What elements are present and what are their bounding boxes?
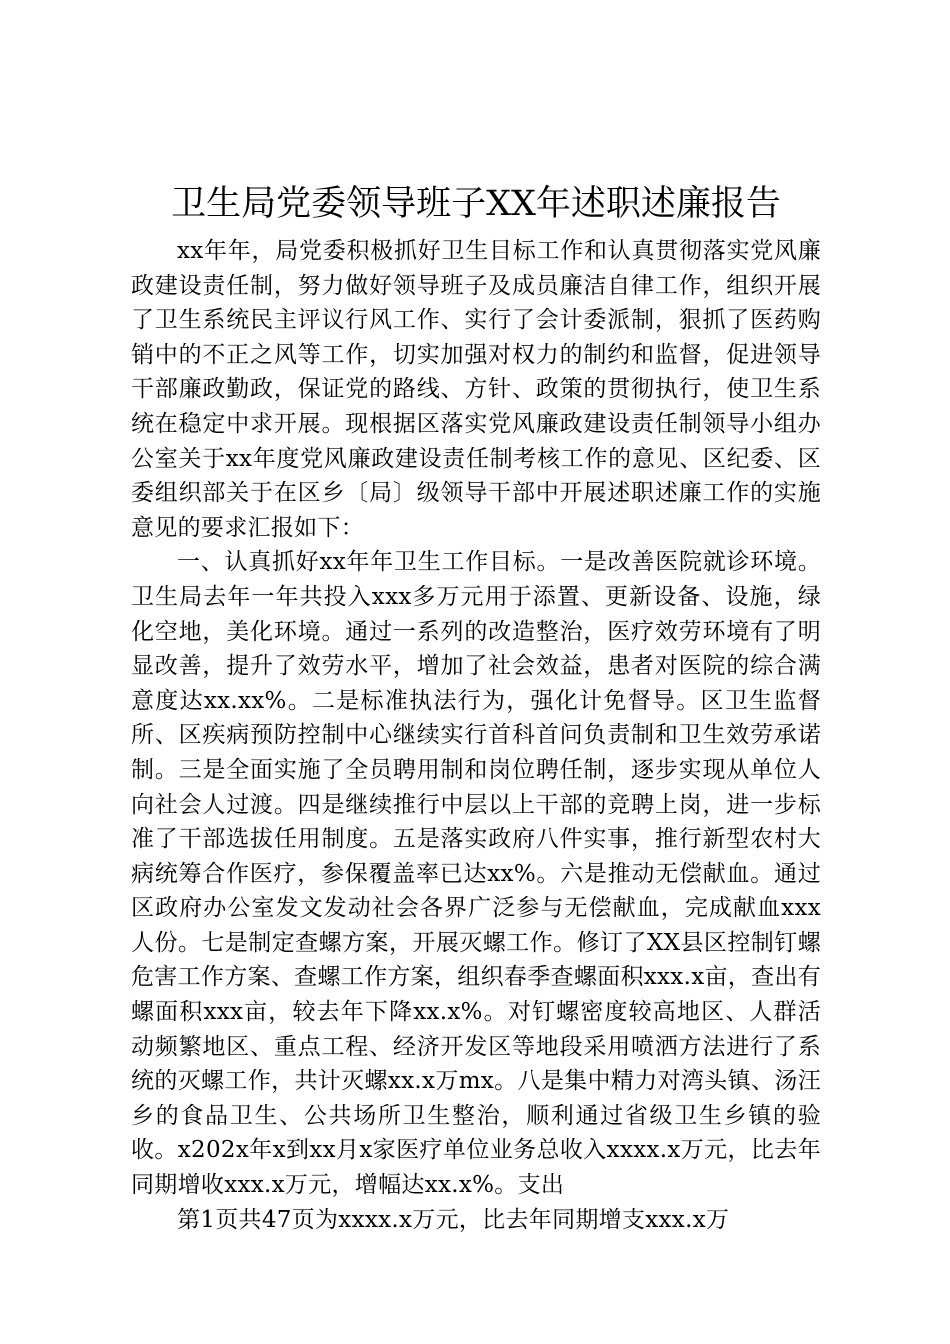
- section-one-paragraph: 一、认真抓好xx年年卫生工作目标。一是改善医院就诊环境。卫生局去年一年共投入xxx多万元用于添置、更新设备、设施，绿化空地，美化环境。通过一系列的改造整治，医疗效劳环境有了明显改善，提升了效劳水平，增加了社会效益，患者对医院的综合满意度达xx.xx%。二是标准执法行为，强化计免督导。区卫生监督所、区疾病预防控制中心继续实行首科首问负责制和卫生效劳承诺制。三是全面实施了全员聘用制和岗位聘任制，逐步实现从单位人向社会人过渡。四是继续推行中层以上干部的竞聘上岗，进一步标准了干部选拔任用制度。五是落实政府八件实事，推行新型农村大病统筹合作医疗，参保覆盖率已达xx%。六是推动无偿献血。通过区政府办公室发文发动社会各界广泛参与无偿献血，完成献血xxx人份。七是制定查螺方案，开展灭螺工作。修订了XX县区控制钉螺危害工作方案、查螺工作方案，组织春季查螺面积xxx.x亩，查出有螺面积xxx亩，较去年下降xx.x%。对钉螺密度较高地区、人群活动频繁地区、重点工程、经济开发区等地段采用喷洒方法进行了系统的灭螺工作，共计灭螺xx.x万mx。八是集中精力对湾头镇、汤汪乡的食品卫生、公共场所卫生整治，顺利通过省级卫生乡镇的验收。x202x年x到xx月x家医疗单位业务总收入xxxx.x万元，比去年同期增收xxx.x万元，增幅达xx.x%。支出: [131, 549, 821, 1199]
- page-footer-line: 第1页共47页为xxxx.x万元，比去年同期增支xxx.x万: [177, 1206, 730, 1233]
- document-page: [131, 180, 821, 1237]
- intro-paragraph: xx年年，局党委积极抓好卫生目标工作和认真贯彻落实党风廉政建设责任制，努力做好领导班子及成员廉洁自律工作，组织开展了卫生系统民主评议行风工作、实行了会计委派制，狠抓了医药购销中的不正之风等工作，切实加强对权力的制约和监督，促进领导干部廉政勤政，保证党的路线、方针、政策的贯彻执行，使卫生系统在稳定中求开展。现根据区落实党风廉政建设责任制领导小组办公室关于xx年度党风廉政建设责任制考核工作的意见、区纪委、区委组织部关于在区乡〔局〕级领导干部中开展述职述廉工作的实施意见的要求汇报如下：: [131, 238, 821, 541]
- document-title: 卫生局党委领导班子XX年述职述廉报告: [171, 184, 781, 224]
